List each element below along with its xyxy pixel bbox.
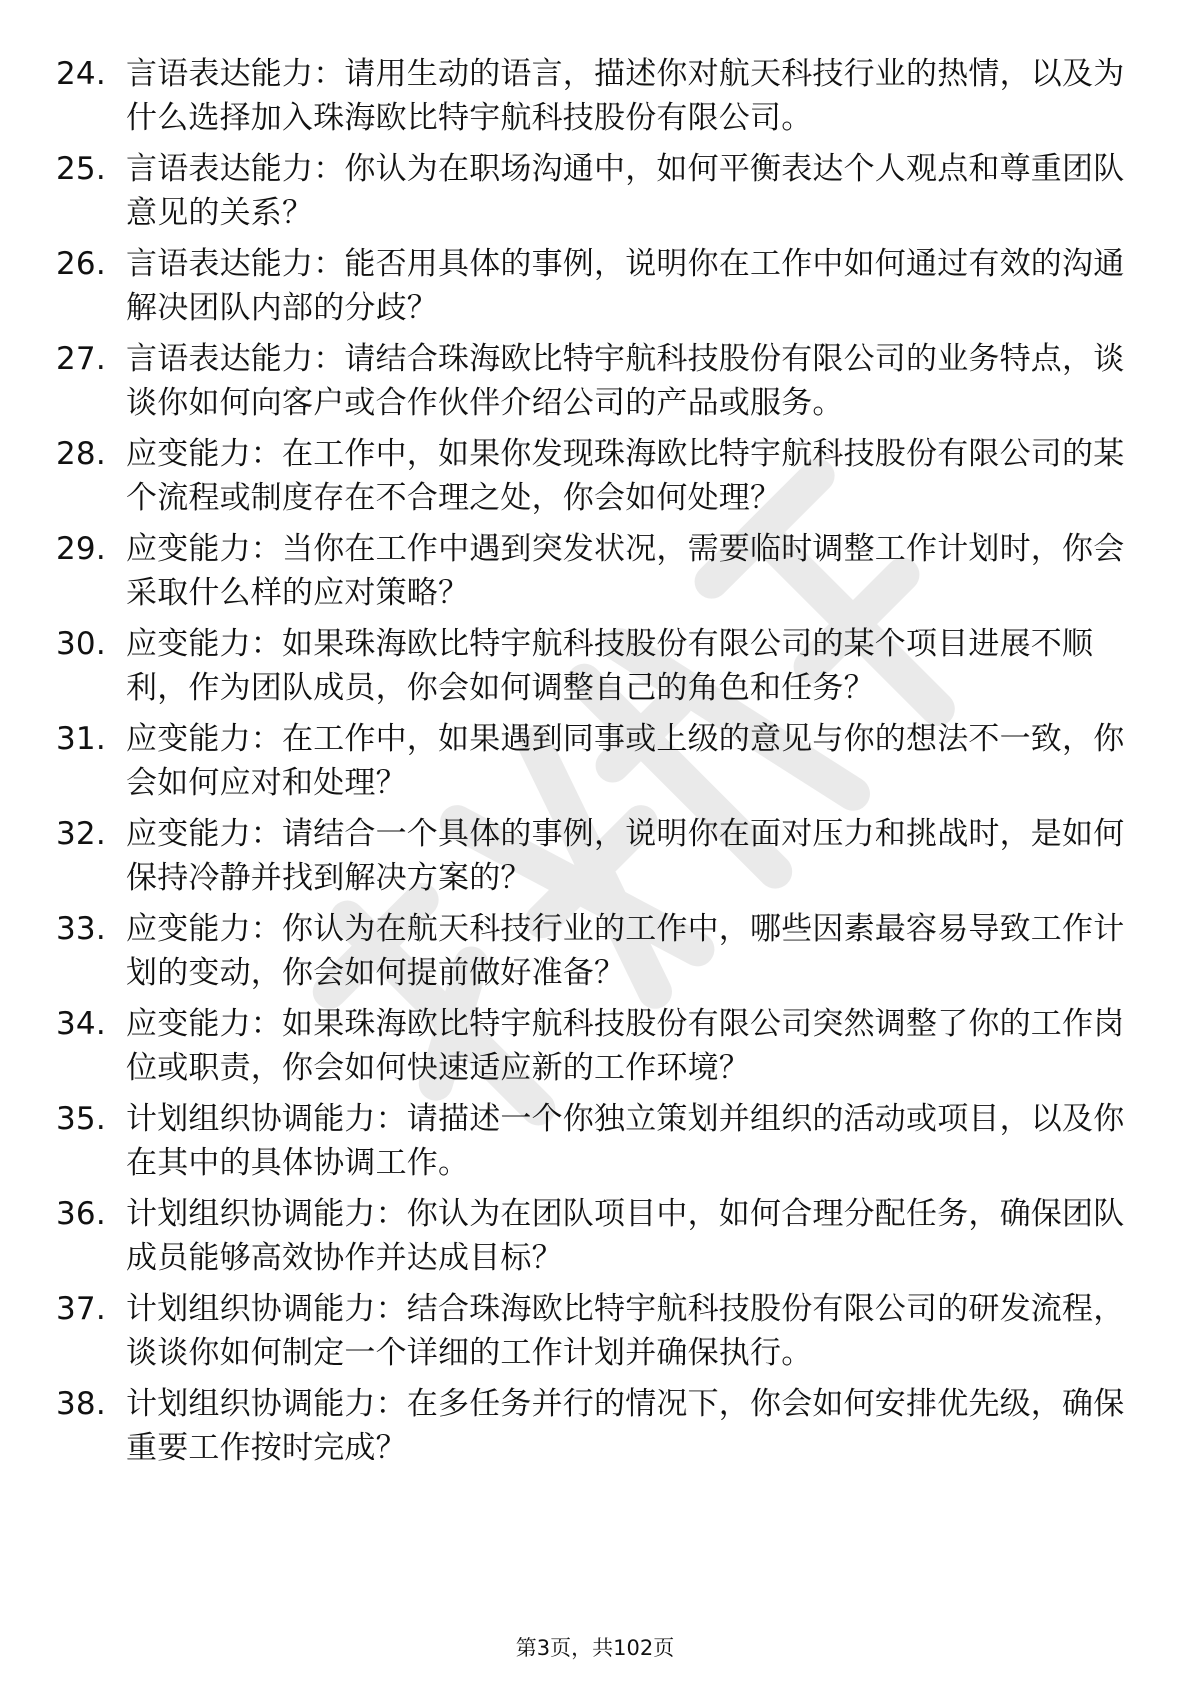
question-item-32	[56, 812, 1136, 907]
question-number: 38.	[56, 1386, 106, 1422]
question-number: 25.	[56, 151, 106, 187]
question-number: 34.	[56, 1006, 106, 1042]
question-item-29	[56, 527, 1136, 622]
question-item-27	[56, 337, 1136, 432]
question-number: 37.	[56, 1291, 106, 1327]
question-number: 31.	[56, 721, 106, 757]
question-text: 言语表达能力：你认为在职场沟通中，如何平衡表达个人观点和尊重团队意见的关系？	[126, 151, 1125, 231]
question-text: 计划组织协调能力：请描述一个你独立策划并组织的活动或项目，以及你在其中的具体协调工作。	[126, 1101, 1125, 1181]
question-number: 33.	[56, 911, 106, 947]
question-text: 应变能力：请结合一个具体的事例，说明你在面对压力和挑战时，是如何保持冷静并找到解决方案的？	[126, 816, 1125, 896]
question-number: 26.	[56, 246, 106, 282]
question-number: 28.	[56, 436, 106, 472]
question-number: 35.	[56, 1101, 106, 1137]
question-item-30	[56, 622, 1136, 717]
page-number-text: 第3页，共102页	[515, 1636, 675, 1660]
question-text: 应变能力：如果珠海欧比特宇航科技股份有限公司突然调整了你的工作岗位或职责，你会如何快速适应新的工作环境？	[126, 1006, 1125, 1086]
question-text: 应变能力：你认为在航天科技行业的工作中，哪些因素最容易导致工作计划的变动，你会如何提前做好准备？	[126, 911, 1125, 991]
question-number: 36.	[56, 1196, 106, 1232]
question-number: 32.	[56, 816, 106, 852]
page-footer	[0, 1634, 1190, 1662]
question-number: 24.	[56, 56, 106, 92]
question-item-36	[56, 1192, 1136, 1287]
question-number: 29.	[56, 531, 106, 567]
question-text: 应变能力：当你在工作中遇到突发状况，需要临时调整工作计划时，你会采取什么样的应对策略？	[126, 531, 1125, 611]
question-text: 言语表达能力：能否用具体的事例，说明你在工作中如何通过有效的沟通解决团队内部的分歧？	[126, 246, 1125, 326]
question-item-31	[56, 717, 1136, 812]
question-number: 30.	[56, 626, 106, 662]
question-item-34	[56, 1002, 1136, 1097]
question-item-26	[56, 242, 1136, 337]
question-text: 计划组织协调能力：结合珠海欧比特宇航科技股份有限公司的研发流程，谈谈你如何制定一个详细的工作计划并确保执行。	[126, 1291, 1125, 1371]
question-item-25	[56, 147, 1136, 242]
question-number: 27.	[56, 341, 106, 377]
question-text: 言语表达能力：请用生动的语言，描述你对航天科技行业的热情，以及为什么选择加入珠海欧比特宇航科技股份有限公司。	[126, 56, 1125, 136]
question-item-38	[56, 1382, 1136, 1477]
question-item-33	[56, 907, 1136, 1002]
question-text: 应变能力：在工作中，如果你发现珠海欧比特宇航科技股份有限公司的某个流程或制度存在不合理之处，你会如何处理？	[126, 436, 1125, 516]
question-item-35	[56, 1097, 1136, 1192]
question-text: 计划组织协调能力：你认为在团队项目中，如何合理分配任务，确保团队成员能够高效协作并达成目标？	[126, 1196, 1125, 1276]
question-text: 应变能力：如果珠海欧比特宇航科技股份有限公司的某个项目进展不顺利，作为团队成员，你会如何调整自己的角色和任务？	[126, 626, 1094, 706]
question-item-24	[56, 52, 1136, 147]
question-list	[56, 52, 1136, 1477]
question-text: 应变能力：在工作中，如果遇到同事或上级的意见与你的想法不一致，你会如何应对和处理？	[126, 721, 1125, 801]
question-item-37	[56, 1287, 1136, 1382]
question-text: 计划组织协调能力：在多任务并行的情况下，你会如何安排优先级，确保重要工作按时完成？	[126, 1386, 1125, 1466]
question-text: 言语表达能力：请结合珠海欧比特宇航科技股份有限公司的业务特点，谈谈你如何向客户或合作伙伴介绍公司的产品或服务。	[126, 341, 1125, 421]
question-item-28	[56, 432, 1136, 527]
